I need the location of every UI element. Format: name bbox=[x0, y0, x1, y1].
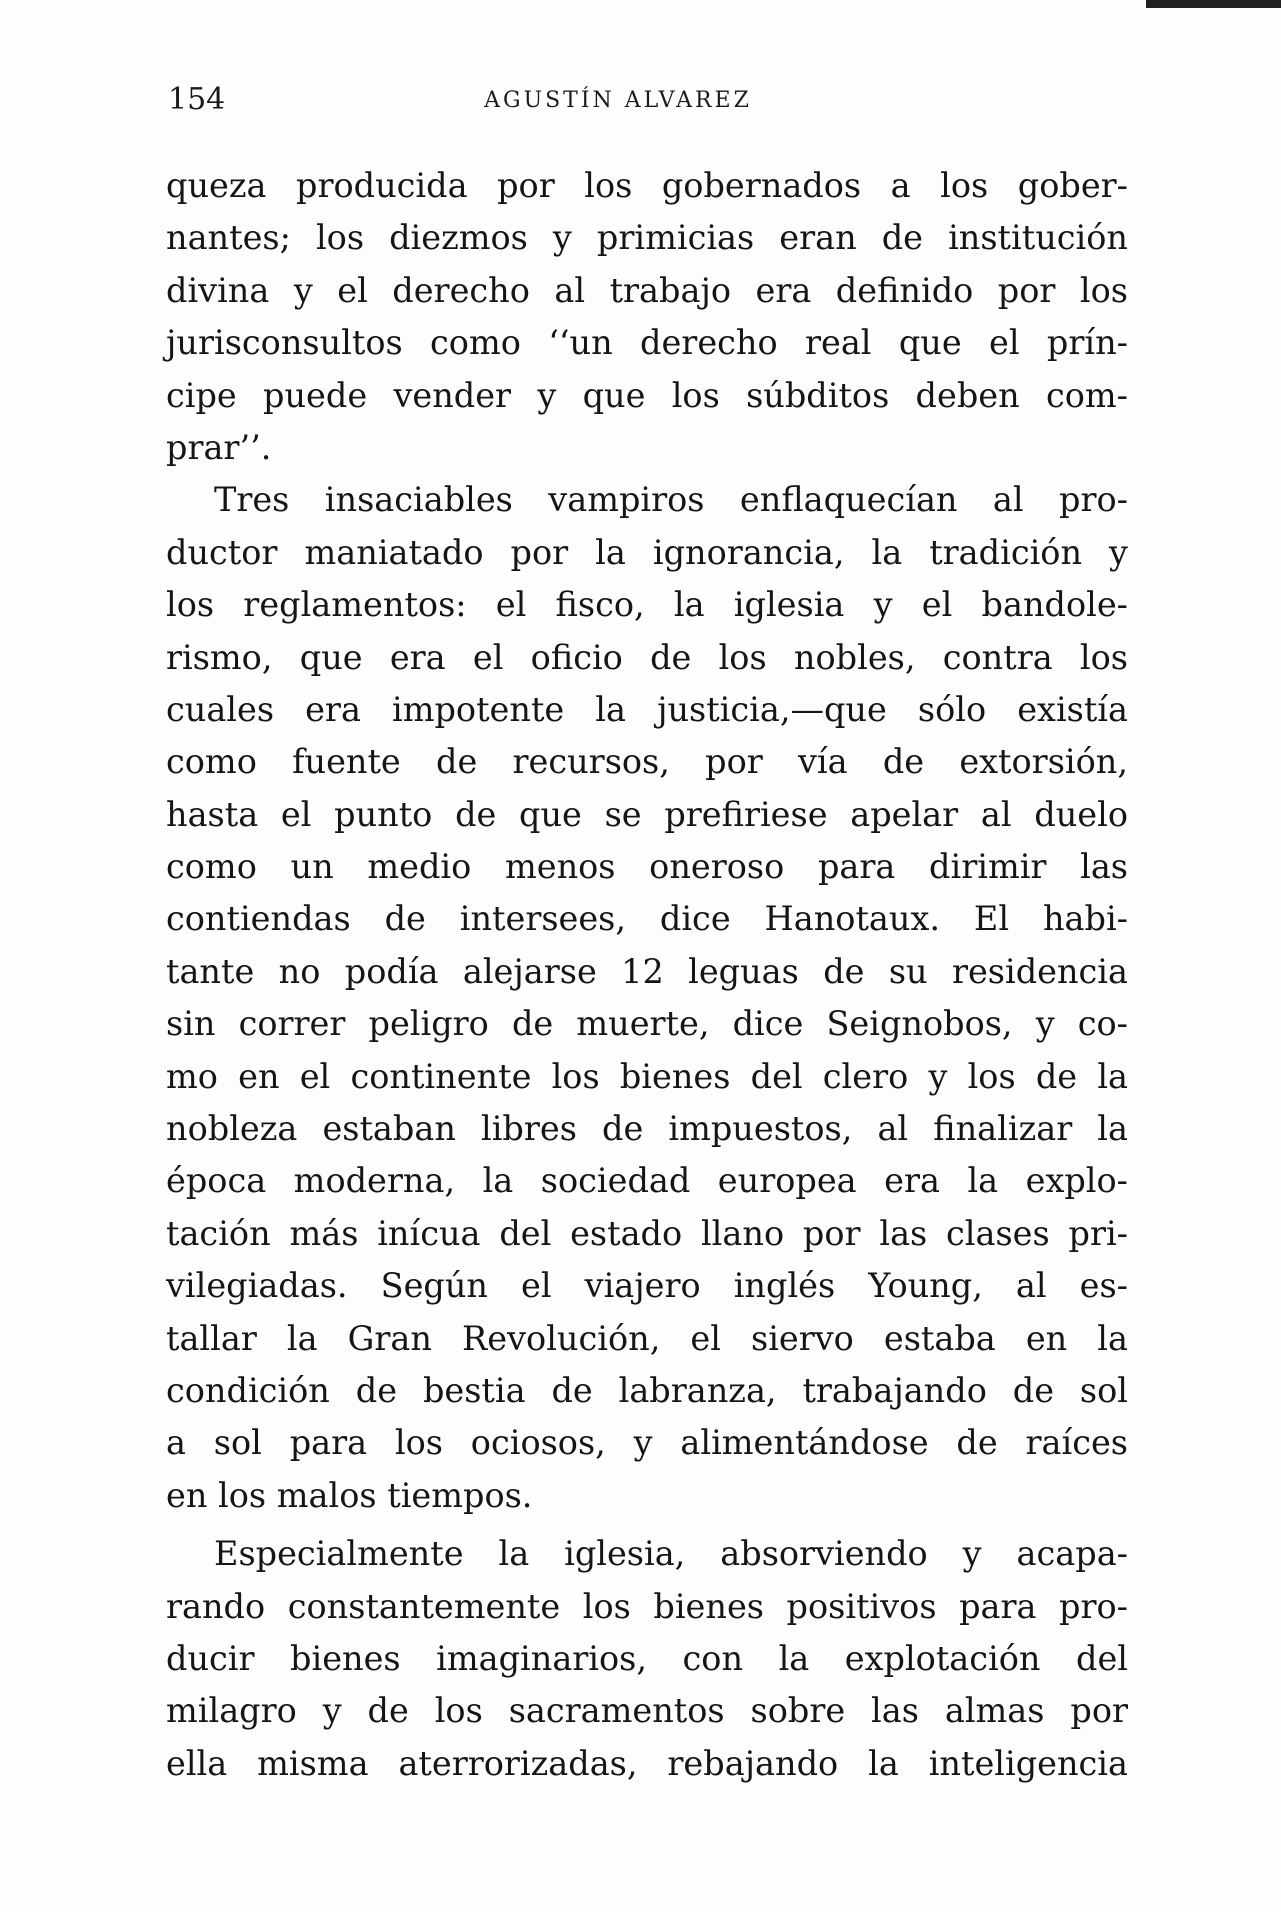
text-line: milagro y de los sacramentos sobre las almas por bbox=[166, 1691, 1128, 1731]
running-head: AGUSTÍN ALVAREZ bbox=[484, 88, 752, 113]
text-line: en los malos tiempos. bbox=[166, 1475, 533, 1515]
text-line: los reglamentos: el fisco, la iglesia y el bandole- bbox=[166, 585, 1128, 625]
text-line: tante no podía alejarse 12 leguas de su residencia bbox=[166, 951, 1128, 991]
text-line: época moderna, la sociedad europea era la explo- bbox=[166, 1161, 1128, 1201]
text-line: prar’’. bbox=[166, 427, 272, 467]
page-number: 154 bbox=[168, 82, 226, 117]
text-line: cuales era impotente la justicia,—que sólo existía bbox=[166, 689, 1128, 729]
text-line: hasta el punto de que se prefiriese apelar al duelo bbox=[166, 794, 1128, 834]
text-line: tallar la Gran Revolución, el siervo estaba en la bbox=[166, 1318, 1128, 1358]
text-line: nantes; los diezmos y primicias eran de institución bbox=[166, 218, 1128, 258]
text-line: condición de bestia de labranza, trabajando de sol bbox=[166, 1370, 1128, 1410]
page-header bbox=[168, 82, 1128, 122]
text-line: tación más inícua del estado llano por las clases pri- bbox=[166, 1213, 1128, 1253]
text-line: a sol para los ociosos, y alimentándose de raíces bbox=[166, 1423, 1128, 1463]
text-line: mo en el continente los bienes del clero y los de la bbox=[166, 1056, 1128, 1096]
text-line: cipe puede vender y que los súbditos deben com- bbox=[166, 375, 1128, 415]
text-line: vilegiadas. Según el viajero inglés Young, al es- bbox=[166, 1266, 1128, 1306]
text-line: como un medio menos oneroso para dirimir las bbox=[166, 847, 1128, 887]
text-line: nobleza estaban libres de impuestos, al finalizar la bbox=[166, 1109, 1128, 1149]
paragraph bbox=[166, 160, 1128, 474]
scan-edge-mark bbox=[1146, 0, 1281, 8]
text-line: ductor maniatado por la ignorancia, la tradición y bbox=[166, 532, 1128, 572]
text-line: jurisconsultos como ‘‘un derecho real que el prín- bbox=[166, 323, 1128, 363]
text-line: Tres insaciables vampiros enflaquecían al pro- bbox=[214, 480, 1128, 520]
text-line: rismo, que era el oficio de los nobles, contra los bbox=[166, 637, 1128, 677]
text-line: ella misma aterrorizadas, rebajando la inteligencia bbox=[166, 1743, 1128, 1783]
text-line: ducir bienes imaginarios, con la explotación del bbox=[166, 1638, 1128, 1678]
text-line: queza producida por los gobernados a los gober- bbox=[166, 166, 1128, 205]
text-line: Especialmente la iglesia, absorviendo y acapa- bbox=[214, 1534, 1128, 1574]
text-line: sin correr peligro de muerte, dice Seignobos, y co- bbox=[166, 1004, 1128, 1044]
paragraph bbox=[166, 474, 1128, 1522]
text-line: divina y el derecho al trabajo era definido por los bbox=[166, 270, 1128, 310]
text-line: contiendas de intersees, dice Hanotaux. El habi- bbox=[166, 899, 1128, 939]
text-line: como fuente de recursos, por vía de extorsión, bbox=[166, 742, 1128, 782]
body-text bbox=[166, 160, 1128, 1790]
text-line: rando constantemente los bienes positivos para pro- bbox=[166, 1586, 1128, 1626]
paragraph bbox=[166, 1528, 1128, 1790]
